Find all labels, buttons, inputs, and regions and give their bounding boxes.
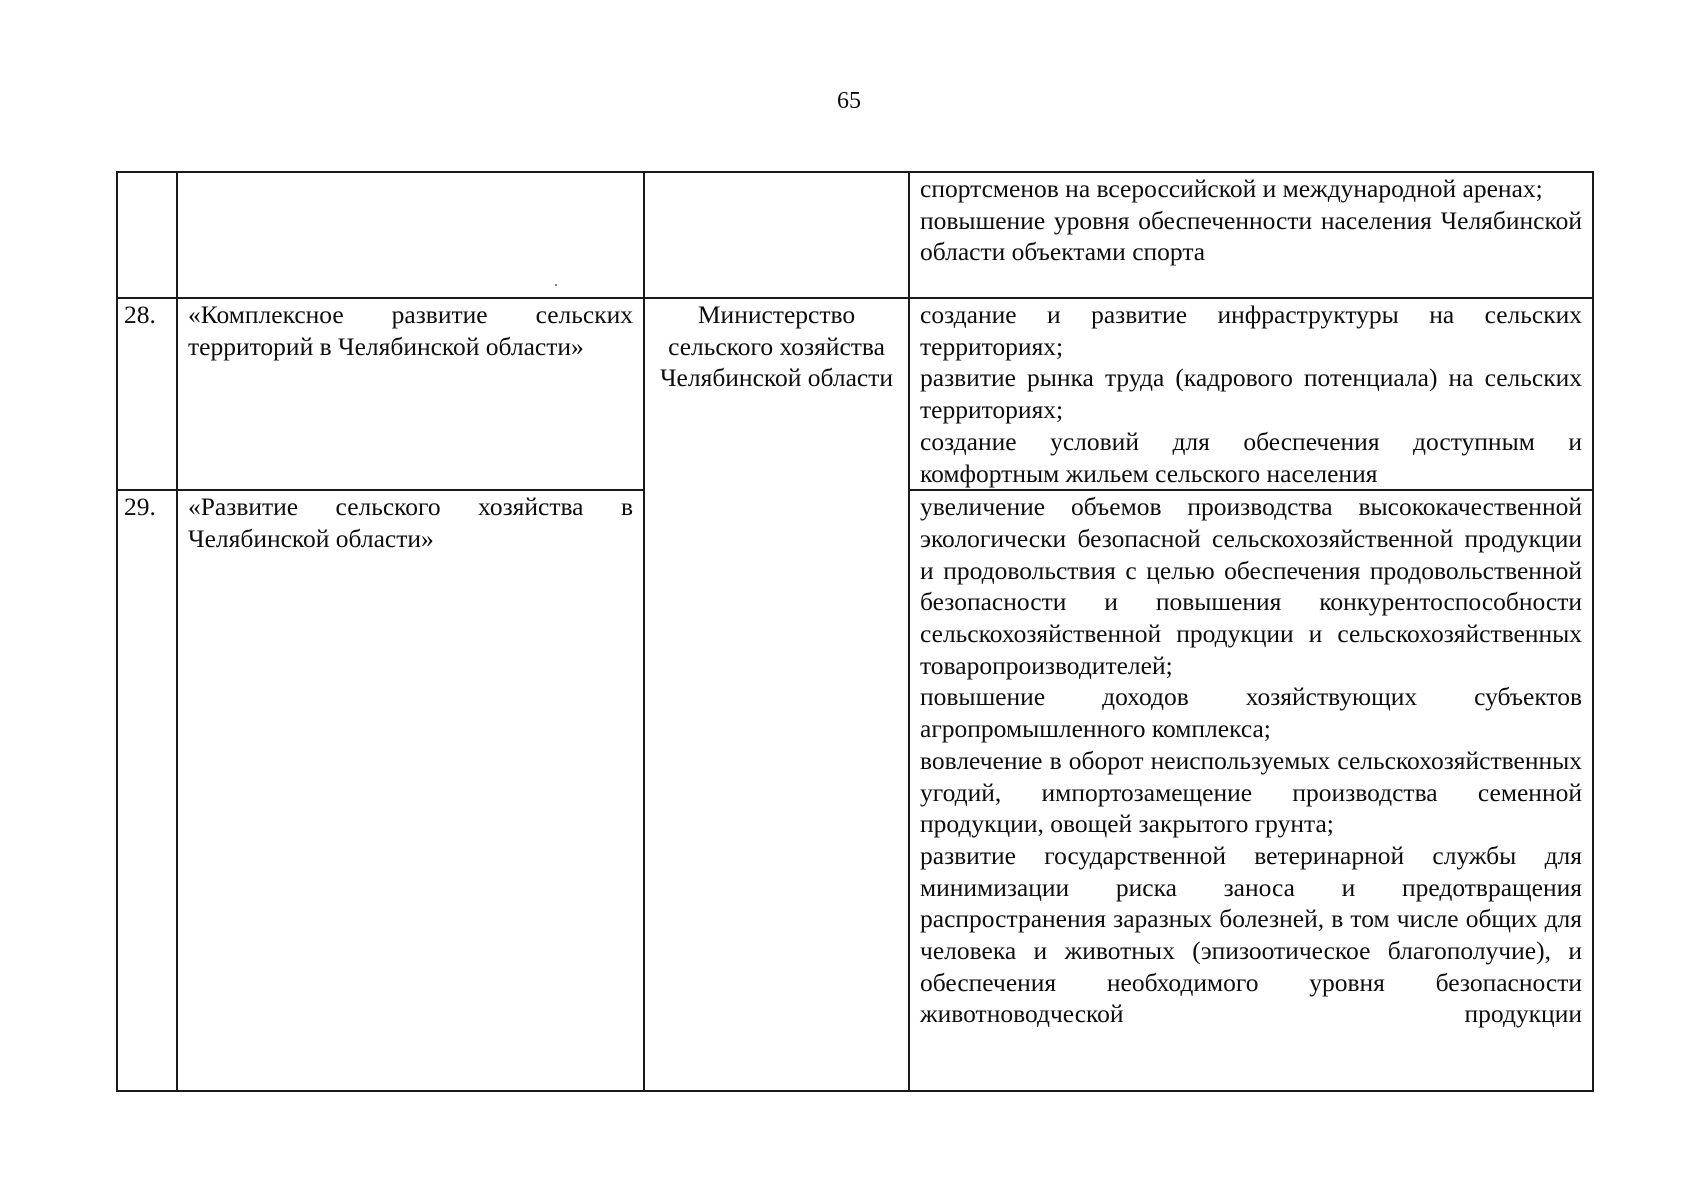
goals-cell [909,490,1593,1091]
goal-item: спортсменов на всероссийской и международной аренах; [920,174,1543,203]
goal-item: развитие рынка труда (кадрового потенциала) на сельских территориях; [920,363,1582,425]
goal-item: создание условий для обеспечения доступным и комфортным жильем сельского населения [920,426,1582,488]
goal-item: повышение доходов хозяйствующих субъектов агропромышленного комплекса; [920,682,1582,744]
goal-item: повышение уровня обеспеченности населения Челябинской области объектами спорта [920,205,1582,267]
goals-cell [909,172,1593,298]
table-row [117,172,1593,298]
row-number-cell: 28. [117,298,177,490]
row-number-cell [117,172,177,298]
row-number-cell: 29. [117,490,177,1091]
program-name-cell: «Развитие сельского хозяйства в Челябинской области» [177,490,644,1091]
table-row [117,298,1593,490]
goal-item: создание и развитие инфраструктуры на сельских территориях; [920,300,1582,361]
goal-item: увеличение объемов производства высококачественной экологически безопасной сельскохозяйственной продукции и продовольствия с целью обеспечения продовольственной безопасности и повышения конкурентоспособности сельскохозяйственной продукции и сельскохозяйственных товаропроизводителей; [920,492,1582,680]
goal-item: развитие государственной ветеринарной службы для минимизации риска заноса и предотвращения распространения заразных болезней, в том числе общих для человека и животных (эпизоотическое благополучие), и обеспечения необходимого уровня безопасности животноводческой продукции [920,840,1582,1029]
program-name-cell [177,172,644,298]
responsible-cell: Министерство сельского хозяйства Челябинской области [644,298,909,1091]
program-name-cell: «Комплексное развитие сельских территорий в Челябинской области» [177,298,644,490]
goals-cell [909,298,1593,490]
scan-speck [555,284,557,286]
goal-item: вовлечение в оборот неиспользуемых сельскохозяйственных угодий, импортозамещение производства семенной продукции, овощей закрытого грунта; [920,745,1582,839]
programs-table [116,171,1594,1092]
responsible-cell [644,172,909,298]
page-number: 65 [837,88,861,114]
